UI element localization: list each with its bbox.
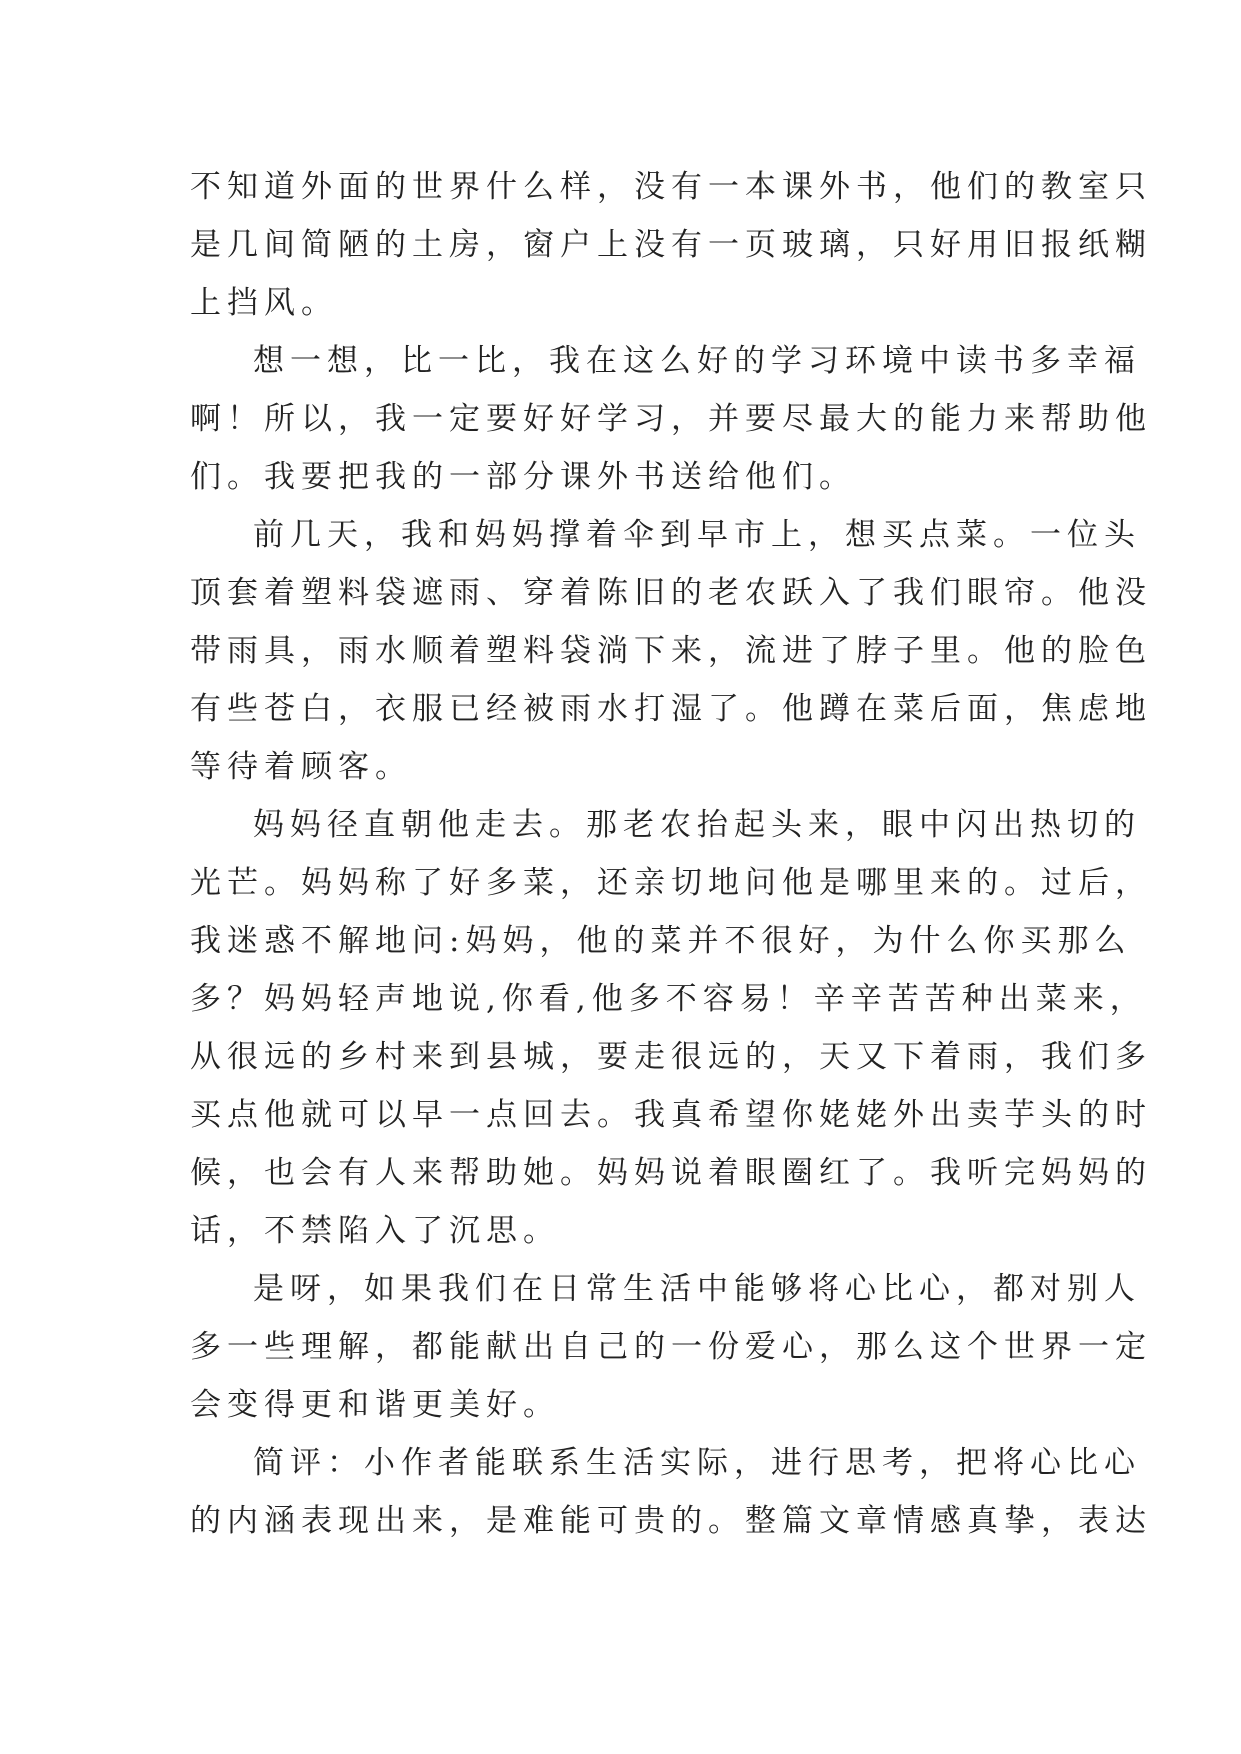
- text-line: 会变得更和谐更美好。: [190, 1387, 560, 1423]
- paragraph-first-line: 是呀，如果我们在日常生活中能够将心比心，都对别人: [253, 1271, 1141, 1307]
- text-line: 有些苍白，衣服已经被雨水打湿了。他蹲在菜后面，焦虑地: [190, 691, 1152, 727]
- text-line: 顶套着塑料袋遮雨、穿着陈旧的老农跃入了我们眼帘。他没: [190, 575, 1152, 611]
- text-line: 光芒。妈妈称了好多菜，还亲切地问他是哪里来的。过后，: [190, 865, 1152, 901]
- text-line: 多一些理解，都能献出自己的一份爱心，那么这个世界一定: [190, 1329, 1152, 1365]
- text-line: 候，也会有人来帮助她。妈妈说着眼圈红了。我听完妈妈的: [190, 1155, 1152, 1191]
- text-line: 们。我要把我的一部分课外书送给他们。: [190, 459, 856, 495]
- text-line: 等待着顾客。: [190, 749, 412, 785]
- text-line: 上挡风。: [190, 285, 338, 321]
- text-line: 买点他就可以早一点回去。我真希望你姥姥外出卖芋头的时: [190, 1097, 1152, 1133]
- text-line: 是几间简陋的土房，窗户上没有一页玻璃，只好用旧报纸糊: [190, 227, 1152, 263]
- paragraph-first-line: 妈妈径直朝他走去。那老农抬起头来，眼中闪出热切的: [253, 807, 1141, 843]
- paragraph-first-line: 简评：小作者能联系生活实际，进行思考，把将心比心: [253, 1445, 1141, 1481]
- text-line: 的内涵表现出来，是难能可贵的。整篇文章情感真挚，表达: [190, 1503, 1152, 1539]
- text-line: 多？妈妈轻声地说,你看,他多不容易！辛辛苦苦种出菜来，: [190, 981, 1147, 1017]
- text-line: 从很远的乡村来到县城，要走很远的，天又下着雨，我们多: [190, 1039, 1152, 1075]
- text-line: 我迷惑不解地问:妈妈，他的菜并不很好，为什么你买那么: [190, 923, 1132, 959]
- paragraph-first-line: 想一想，比一比，我在这么好的学习环境中读书多幸福: [253, 343, 1141, 379]
- paragraph-first-line: 前几天，我和妈妈撑着伞到早市上，想买点菜。一位头: [253, 517, 1141, 553]
- text-line: 不知道外面的世界什么样，没有一本课外书，他们的教室只: [190, 169, 1152, 205]
- document-body: [190, 158, 1152, 1550]
- text-line: 啊！所以，我一定要好好学习，并要尽最大的能力来帮助他: [190, 401, 1152, 437]
- text-line: 话，不禁陷入了沉思。: [190, 1213, 560, 1249]
- text-line: 带雨具，雨水顺着塑料袋淌下来，流进了脖子里。他的脸色: [190, 633, 1152, 669]
